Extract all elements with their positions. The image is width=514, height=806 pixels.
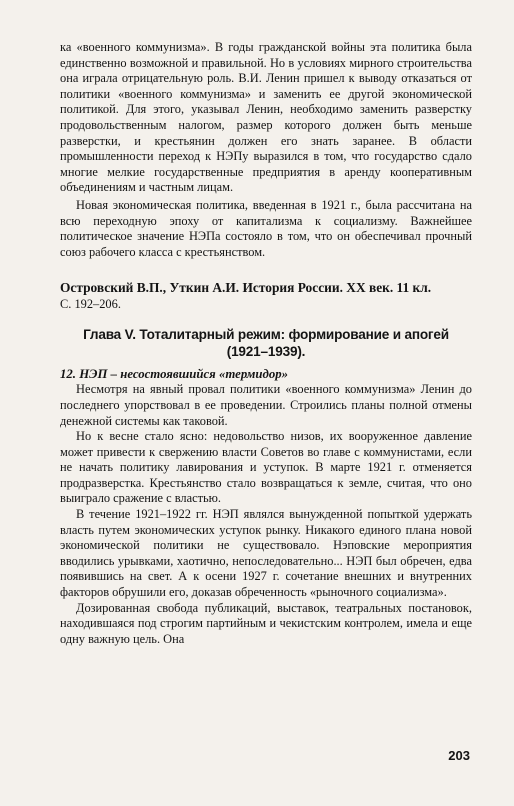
source-citation xyxy=(60,280,472,312)
chapter-heading xyxy=(60,326,472,360)
section-title: 12. НЭП – несостоявшийся «термидор» xyxy=(60,367,289,382)
body-paragraph: Но к весне стало ясно: недовольство низов, их вооруженное давление может привести к свержению власти Советов во главе с коммунистами, если не начать политику лавирования и уступок. В марте 1921 г. отменяется продразверстка. Крестьянство стало возвращаться к земле, считая, что оно выиграло сражение с властью. xyxy=(60,429,472,506)
source-title: Островский В.П., Уткин А.И. История России. XX век. 11 кл. xyxy=(60,280,432,296)
body-paragraph: Дозированная свобода публикаций, выставок, театральных постановок, находившаяся под строгим партийным и чекистским контролем, имела и еще одну важную цель. Она xyxy=(60,600,472,646)
chapter-heading-line: Глава V. Тоталитарный режим: формирование и апогей xyxy=(83,327,449,343)
chapter-heading-line: (1921–1939). xyxy=(226,344,306,360)
body-paragraph: ка «военного коммунизма». В годы гражданской войны эта политика была единственно возможной и правильной. Но в условиях мирного строительства она играла отрицательную роль. В.И. Ленин пришел к выводу отказаться от политики «военного коммунизма» и заменить ее другой экономической политикой. Для этого, указывал Ленин, необходимо заменить разверстку продовольственным налогом, размер которого должен быть меньше разверстки, и крестьянин должен его знать заранее. В области промышленности переход к НЭПу выразился в том, что государство сдало многие мелкие государственные предприятия в аренду кооперативным объединениям и частным лицам. xyxy=(60,40,472,195)
body-paragraph: В течение 1921–1922 гг. НЭП являлся вынужденной попыткой удержать власть путем экономических уступок рынку. Никакого единого плана новой экономической политики не существовало. Нэповские мероприятия вводились урывками, хаотично, непоследовательно... НЭП был обречен, едва появившись на свет. А к осени 1927 г. сочетание внешних и внутренних факторов обрушили его, доказав обреченность «рыночного социализма». xyxy=(60,507,472,600)
source-pages: С. 192–206. xyxy=(60,297,121,312)
page-number: 203 xyxy=(448,748,470,763)
body-paragraph: Несмотря на явный провал политики «военного коммунизма» Ленин до последнего упорствовал в ее проведении. Строились планы полной отмены денежной системы как таковой. xyxy=(60,382,472,428)
body-paragraph: Новая экономическая политика, введенная в 1921 г., была рассчитана на всю переходную эпоху от капитализма к социализму. Важнейшее политическое значение НЭПа состояло в том, что он обеспечивал прочный союз рабочего класса с крестьянством. xyxy=(60,197,472,259)
